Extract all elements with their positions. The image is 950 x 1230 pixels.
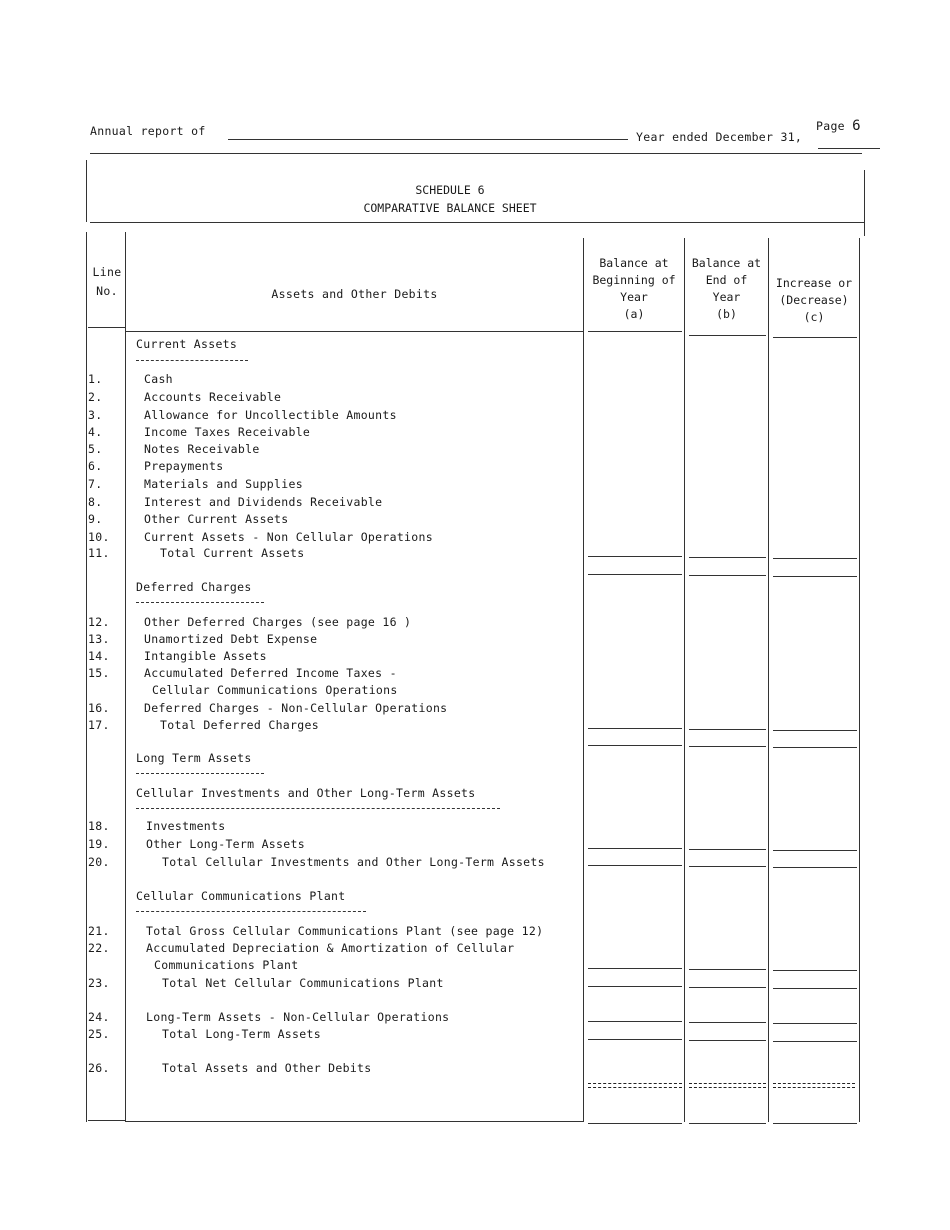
section-underline xyxy=(136,360,248,361)
row-label: Interest and Dividends Receivable xyxy=(144,495,383,509)
total-rule xyxy=(588,1039,682,1040)
total-rule xyxy=(689,987,766,988)
section-underline xyxy=(136,773,264,774)
table-bottom-rule xyxy=(88,1120,125,1121)
total-rule xyxy=(689,866,766,867)
line-number: 26. xyxy=(88,1061,110,1075)
col-c-header-3: (c) xyxy=(803,310,825,324)
total-rule xyxy=(689,746,766,747)
section-underline xyxy=(136,808,500,809)
annual-report-label: Annual report of xyxy=(90,124,206,138)
line-number: 22. xyxy=(88,941,110,955)
page-number: 6 xyxy=(852,118,861,134)
grand-total-rule xyxy=(773,1083,855,1088)
line-number: 1. xyxy=(88,372,103,386)
row-label: Current Assets - Non Cellular Operations xyxy=(144,530,433,544)
line-header-rule xyxy=(88,327,125,328)
subtotal-rule xyxy=(588,556,682,557)
line-number: 13. xyxy=(88,632,110,646)
row-label: Other Long-Term Assets xyxy=(146,837,305,851)
row-label: Total Gross Cellular Communications Plant (see page 12) xyxy=(146,924,544,938)
col-b-header-1: Balance at xyxy=(691,256,762,270)
row-label: Long-Term Assets - Non-Cellular Operations xyxy=(146,1010,450,1024)
year-blank xyxy=(818,148,880,149)
row-label: Communications Plant xyxy=(154,958,299,972)
line-number: 17. xyxy=(88,718,110,732)
col-b-divider xyxy=(684,238,685,1122)
col-a-header-3: Year xyxy=(620,290,648,304)
row-label: Allowance for Uncollectible Amounts xyxy=(144,408,397,422)
subtotal-rule xyxy=(588,1021,682,1022)
total-rule xyxy=(588,745,682,746)
total-rule xyxy=(689,1040,766,1041)
line-number: 8. xyxy=(88,495,103,509)
title-bottom-rule xyxy=(90,222,864,223)
line-number: 25. xyxy=(88,1027,110,1041)
row-label: Accumulated Deferred Income Taxes - xyxy=(144,666,397,680)
schedule-subtitle: COMPARATIVE BALANCE SHEET xyxy=(363,201,537,215)
row-label: Intangible Assets xyxy=(144,649,267,663)
table-bottom-rule xyxy=(126,1121,583,1122)
col-b-header-2: End of xyxy=(705,273,748,287)
line-number: 10. xyxy=(88,530,110,544)
row-label: Total Current Assets xyxy=(160,546,305,560)
line-number: 21. xyxy=(88,924,110,938)
line-number: 4. xyxy=(88,425,103,439)
line-number: 16. xyxy=(88,701,110,715)
grand-total-rule xyxy=(588,1083,682,1088)
section-deferred-charges: Deferred Charges xyxy=(136,580,252,594)
row-label: Income Taxes Receivable xyxy=(144,425,311,439)
total-rule xyxy=(588,986,682,987)
col-c-header-2: (Decrease) xyxy=(779,293,849,307)
line-number: 9. xyxy=(88,512,103,526)
table-bottom-rule xyxy=(689,1123,766,1124)
line-col-divider xyxy=(125,232,126,1122)
col-b-header-3: Year xyxy=(712,290,741,304)
subtotal-rule xyxy=(588,968,682,969)
line-number: 6. xyxy=(88,459,103,473)
col-c-divider xyxy=(768,238,769,1122)
col-a-header-2: Beginning of xyxy=(592,273,676,287)
schedule-title: SCHEDULE 6 xyxy=(415,183,485,197)
section-cellular-investments: Cellular Investments and Other Long-Term Assets xyxy=(136,786,476,800)
subtotal-rule xyxy=(689,969,766,970)
row-label: Accumulated Depreciation & Amortization of Cellular xyxy=(146,941,515,955)
subtotal-rule xyxy=(689,729,766,730)
col-c-header-rule xyxy=(773,337,857,338)
total-rule xyxy=(773,867,857,868)
col-a-divider xyxy=(583,238,584,1122)
section-cellular-plant: Cellular Communications Plant xyxy=(136,889,346,903)
row-label: Total Cellular Investments and Other Long-Term Assets xyxy=(162,855,545,869)
subtotal-rule xyxy=(588,728,682,729)
subtotal-rule xyxy=(773,558,857,559)
section-underline xyxy=(136,602,264,603)
row-label: Accounts Receivable xyxy=(144,390,282,404)
total-rule xyxy=(773,576,857,577)
subtotal-rule xyxy=(689,849,766,850)
subtotal-rule xyxy=(773,850,857,851)
line-number: 5. xyxy=(88,442,103,456)
row-label: Other Current Assets xyxy=(144,512,289,526)
table-bottom-rule xyxy=(588,1123,682,1124)
subtotal-rule xyxy=(689,557,766,558)
grand-total-rule xyxy=(689,1083,766,1088)
row-label: Total Assets and Other Debits xyxy=(162,1061,372,1075)
row-label: Prepayments xyxy=(144,459,224,473)
row-label: Cash xyxy=(144,372,173,386)
col-b-header-4: (b) xyxy=(716,307,737,321)
year-ended-label: Year ended December 31, xyxy=(636,130,803,144)
subtotal-rule xyxy=(689,1022,766,1023)
total-rule xyxy=(773,747,857,748)
section-long-term-assets: Long Term Assets xyxy=(136,751,252,765)
line-number: 15. xyxy=(88,666,110,680)
section-current-assets: Current Assets xyxy=(136,337,238,351)
section-underline xyxy=(136,911,366,912)
total-rule xyxy=(773,1041,857,1042)
table-bottom-rule xyxy=(773,1123,857,1124)
table-left-border xyxy=(86,232,87,1122)
row-label: Total Long-Term Assets xyxy=(162,1027,321,1041)
no-header: No. xyxy=(96,284,118,298)
col-a-header-rule xyxy=(588,331,682,332)
line-number: 19. xyxy=(88,837,110,851)
line-number: 2. xyxy=(88,390,103,404)
total-rule xyxy=(588,574,682,575)
report-name-blank xyxy=(228,139,628,140)
col-a-header-4: (a) xyxy=(623,307,645,321)
line-number: 18. xyxy=(88,819,110,833)
row-label: Deferred Charges - Non-Cellular Operations xyxy=(144,701,448,715)
total-rule xyxy=(689,575,766,576)
row-label: Notes Receivable xyxy=(144,442,260,456)
total-rule xyxy=(773,988,857,989)
description-header: Assets and Other Debits xyxy=(271,287,438,301)
col-c-header-1: Increase or xyxy=(775,276,853,290)
line-number: 23. xyxy=(88,976,110,990)
line-header: Line xyxy=(92,265,122,279)
row-label: Materials and Supplies xyxy=(144,477,303,491)
subtotal-rule xyxy=(773,970,857,971)
line-number: 3. xyxy=(88,408,103,422)
subtotal-rule xyxy=(588,848,682,849)
line-number: 20. xyxy=(88,855,110,869)
col-a-header-1: Balance at xyxy=(599,256,669,270)
header-rule xyxy=(90,153,862,154)
row-label: Total Deferred Charges xyxy=(160,718,319,732)
subtotal-rule xyxy=(773,1023,857,1024)
description-header-rule xyxy=(126,331,583,332)
line-number: 7. xyxy=(88,477,103,491)
row-label: Other Deferred Charges (see page 16 ) xyxy=(144,615,412,629)
page-label: Page 6 xyxy=(816,118,861,134)
line-number: 11. xyxy=(88,546,110,560)
table-right-border xyxy=(859,238,860,1122)
row-label: Cellular Communications Operations xyxy=(152,683,398,697)
line-number: 14. xyxy=(88,649,110,663)
row-label: Total Net Cellular Communications Plant xyxy=(162,976,444,990)
col-b-header-rule xyxy=(689,335,766,336)
subtotal-rule xyxy=(773,730,857,731)
row-label: Unamortized Debt Expense xyxy=(144,632,318,646)
line-number: 12. xyxy=(88,615,110,629)
total-rule xyxy=(588,865,682,866)
row-label: Investments xyxy=(146,819,226,833)
line-number: 24. xyxy=(88,1010,110,1024)
